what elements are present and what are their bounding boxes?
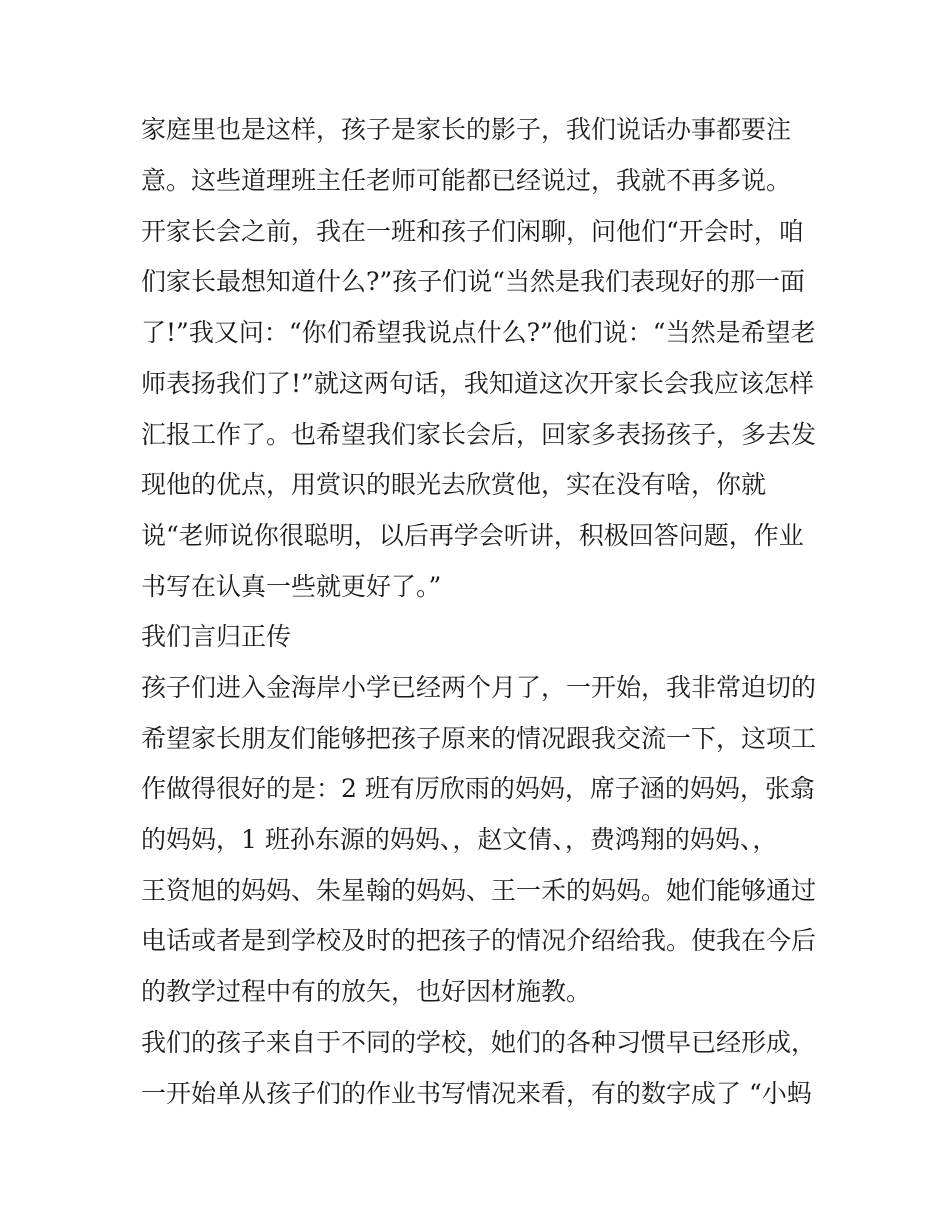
section-heading: 我们言归正传 xyxy=(141,622,292,651)
text-line: 的妈妈，1 班孙东源的妈妈、，赵文倩、，费鸿翔的妈妈、， xyxy=(141,825,778,854)
text-line: 我们的孩子来自于不同的学校，她们的各种习惯早已经形成， xyxy=(141,1028,817,1057)
text-line: 开家长会之前，我在一班和孩子们闲聊，问他们“开会时，咱 xyxy=(141,217,804,246)
text-line: 汇报工作了。也希望我们家长会后，回家多表扬孩子，多去发 xyxy=(141,420,817,449)
text-line: 说“老师说你很聪明，以后再学会听讲，积极回答问题，作业 xyxy=(141,521,804,550)
text-line: 作做得很好的是：2 班有厉欣雨的妈妈，席子涵的妈妈，张翕 xyxy=(141,774,815,803)
text-line: 们家长最想知道什么?”孩子们说“当然是我们表现好的那一面 xyxy=(141,267,805,296)
text-line: 书写在认真一些就更好了。” xyxy=(141,572,442,601)
text-line: 一开始单从孩子们的作业书写情况来看，有的数字成了 “小蚂 xyxy=(141,1079,812,1108)
text-line: 王资旭的妈妈、朱星翰的妈妈、王一禾的妈妈。她们能够通过 xyxy=(141,876,817,905)
text-line: 了!”我又问：“你们希望我说点什么?”他们说：“当然是希望老 xyxy=(141,318,816,347)
text-line: 意。这些道理班主任老师可能都已经说过，我就不再多说。 xyxy=(141,166,792,195)
text-line: 的教学过程中有的放矢，也好因材施教。 xyxy=(141,977,592,1006)
text-line: 家庭里也是这样，孩子是家长的影子，我们说话办事都要注 xyxy=(141,115,792,144)
text-line: 师表扬我们了!”就这两句话，我知道这次开家长会我应该怎样 xyxy=(141,369,814,398)
text-line: 希望家长朋友们能够把孩子原来的情况跟我交流一下，这项工 xyxy=(141,724,817,753)
text-line: 电话或者是到学校及时的把孩子的情况介绍给我。使我在今后 xyxy=(141,926,817,955)
text-line: 现他的优点，用赏识的眼光去欣赏他，实在没有啥，你就 xyxy=(141,470,767,499)
text-line: 孩子们进入金海岸小学已经两个月了，一开始，我非常迫切的 xyxy=(141,673,817,702)
